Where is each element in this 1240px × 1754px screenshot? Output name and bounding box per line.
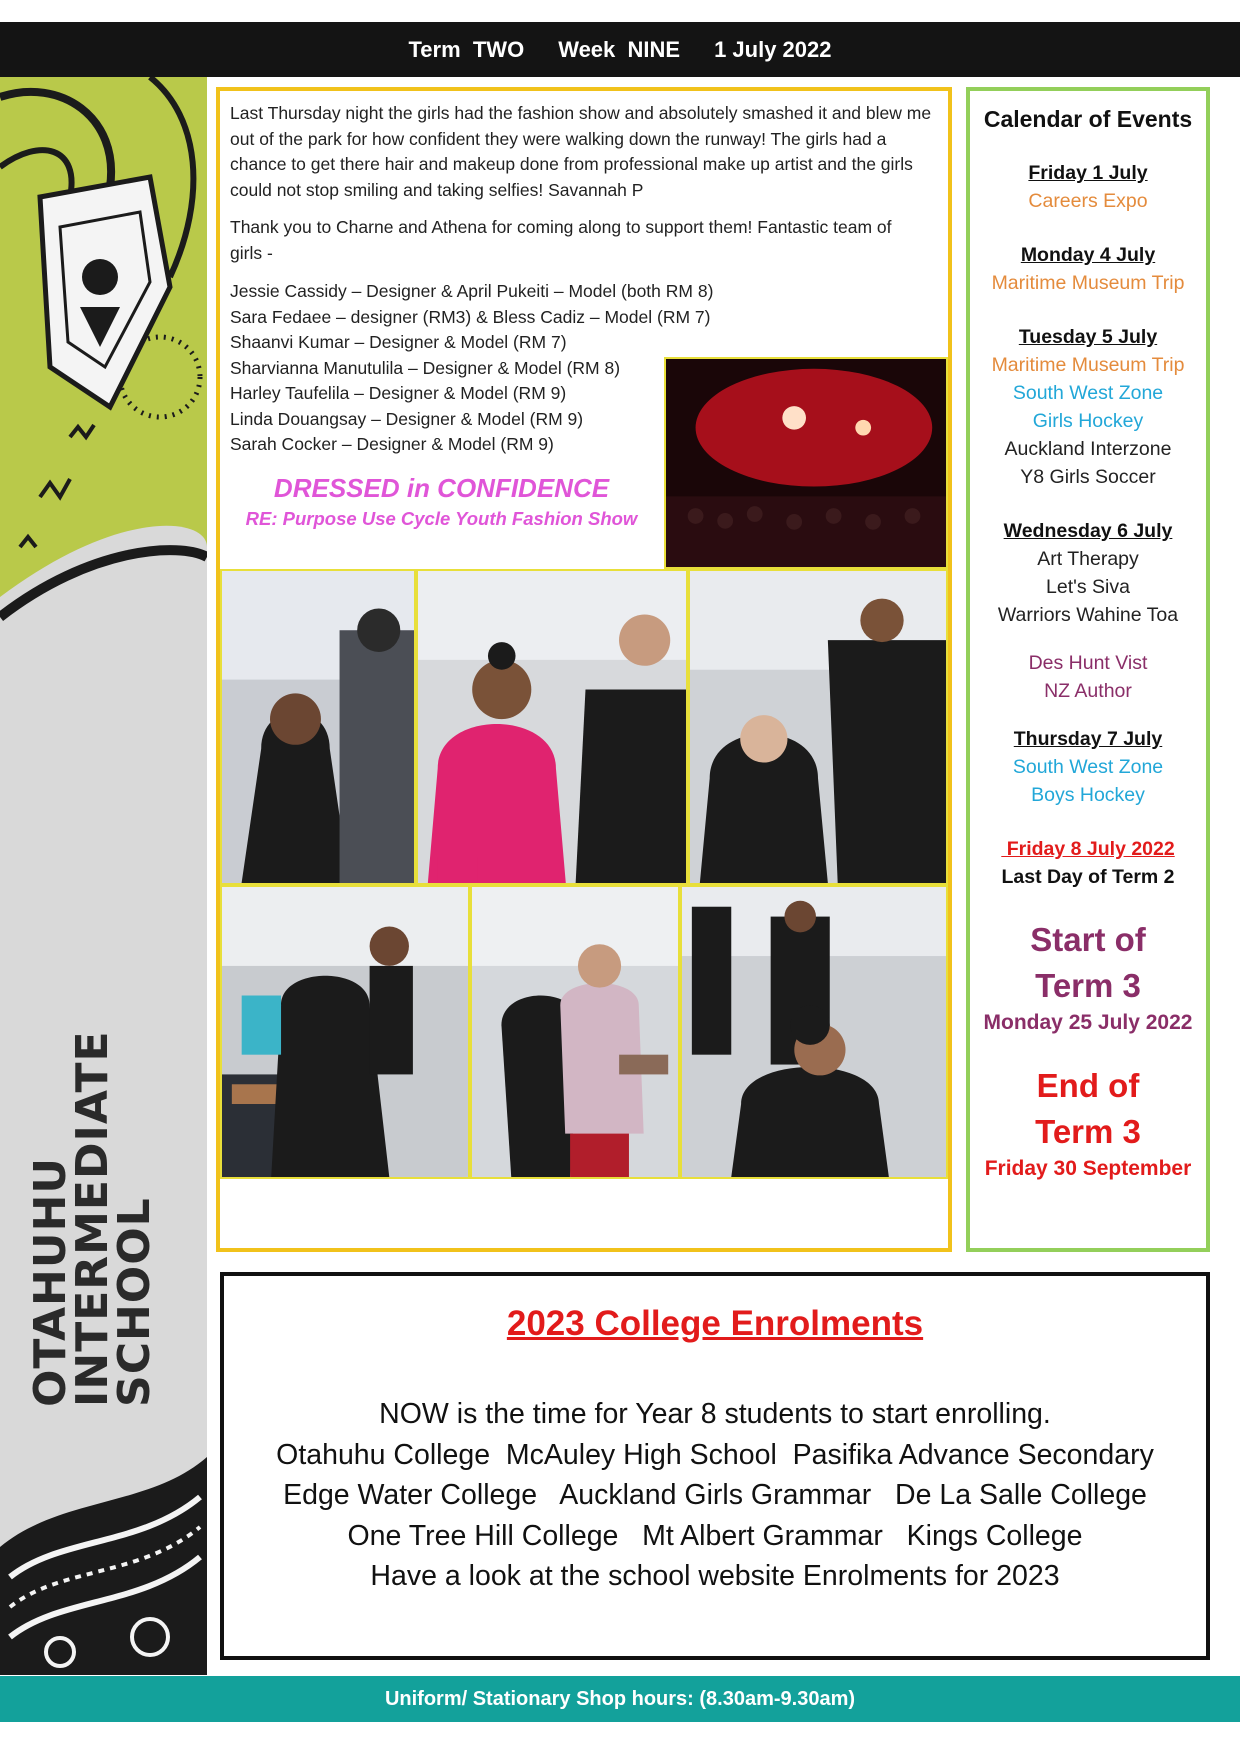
calendar-event: Y8 Girls Soccer — [1020, 466, 1156, 488]
photo-runway-stage — [664, 357, 948, 569]
college-enrolments — [220, 1272, 1210, 1660]
calendar-event: Let's Siva — [1046, 576, 1130, 598]
calendar-of-events — [966, 87, 1210, 1252]
calendar-event: Maritime Museum Trip — [991, 272, 1185, 294]
school-name-line: SCHOOL — [109, 1197, 160, 1407]
credit-item: Sarah Cocker – Designer & Model (RM 9) — [230, 434, 554, 454]
calendar-date: Monday 4 July — [1020, 244, 1156, 266]
enrolments-line: Edge Water College Auckland Girls Grammar De La Salle College — [283, 1479, 1147, 1511]
credit-item: Harley Taufelila – Designer & Model (RM 9) — [230, 383, 567, 403]
calendar-entry — [970, 835, 1206, 891]
fashion-show-article — [216, 87, 952, 1252]
enrolments-line: Otahuhu College McAuley High School Pasifika Advance Secondary — [276, 1438, 1154, 1471]
calendar-date: Tuesday 5 July — [1018, 326, 1158, 348]
calendar-entry — [970, 517, 1206, 705]
credit-item: Sara Fedaee – designer (RM3) & Bless Cadiz – Model (RM 7) — [230, 306, 711, 327]
school-name-vertical — [25, 1030, 160, 1407]
term-end-line: Term 3 — [1035, 1113, 1141, 1150]
article-body — [230, 101, 940, 278]
article-paragraph: Last Thursday night the girls had the fashion show and absolutely smashed it and blew me out of the park for how confident they were walking down the runway! The girls had a chance to get there hair and makeup done from professional make up artist and the girls could not stop smiling and taking selfies! Savannah P — [230, 103, 932, 200]
credit-item: Jessie Cassidy – Designer & April Pukeiti – Model (both RM 8) — [230, 281, 714, 301]
school-crest-icon — [40, 177, 170, 407]
calendar-entry — [970, 323, 1206, 491]
calendar-title: Calendar of Events — [983, 106, 1193, 132]
fashion-show-tagline — [220, 471, 663, 533]
calendar-date: Thursday 7 July — [1013, 728, 1163, 750]
calendar-entry — [970, 159, 1206, 215]
enrolments-body — [224, 1394, 1206, 1597]
enrolments-line: One Tree Hill College Mt Albert Grammar Kings College — [347, 1519, 1083, 1552]
photo-lip-makeup — [470, 885, 680, 1179]
credit-item: Sharvianna Manutulila – Designer & Model (RM 8) — [230, 357, 621, 378]
header-term: Term TWO — [408, 36, 525, 62]
tagline-subtitle: RE: Purpose Use Cycle Youth Fashion Show — [245, 508, 638, 529]
term-end-date: Friday 30 September — [984, 1157, 1192, 1180]
credit-item: Shaanvi Kumar – Designer & Model (RM 7) — [230, 332, 567, 352]
calendar-entry — [970, 241, 1206, 297]
term-start-line: Term 3 — [1035, 967, 1141, 1004]
calendar-date: Friday 1 July — [1028, 162, 1148, 184]
term-start-line: Start of — [1030, 921, 1146, 958]
enrolments-line: Have a look at the school website Enrolments for 2023 — [370, 1560, 1060, 1592]
credits-list — [230, 279, 713, 458]
photo-hair-black-cape — [688, 569, 948, 885]
school-sidebar — [0, 77, 207, 1675]
enrolments-line: NOW is the time for Year 8 students to start enrolling. — [379, 1398, 1051, 1430]
calendar-event: Boys Hockey — [1031, 784, 1145, 806]
article-paragraph: Thank you to Charne and Athena for coming along to support them! Fantastic team of girls - — [230, 217, 892, 263]
photo-makeup-pink-hoodie — [416, 569, 688, 885]
calendar-event: South West Zone — [1012, 756, 1164, 778]
calendar-event: Auckland Interzone — [1004, 438, 1172, 460]
calendar-event: Last Day of Term 2 — [1001, 866, 1175, 888]
header-week: Week NINE — [558, 36, 681, 62]
calendar-date: Wednesday 6 July — [1003, 520, 1173, 542]
newsletter-header — [0, 22, 1240, 77]
credit-item: Linda Douangsay – Designer & Model (RM 9) — [230, 408, 584, 429]
calendar-event: South West Zone — [1012, 382, 1164, 404]
calendar-entry — [970, 725, 1206, 809]
calendar-event: Des Hunt Vist — [1028, 652, 1148, 674]
calendar-event: Maritime Museum Trip — [991, 354, 1185, 376]
term-end-notice — [970, 1063, 1206, 1183]
calendar-date: Friday 8 July 2022 — [1001, 838, 1175, 860]
photo-makeup-station — [220, 885, 470, 1179]
term-end-line: End of — [1036, 1067, 1140, 1104]
calendar-event: Art Therapy — [1037, 548, 1139, 570]
calendar-event: Girls Hockey — [1032, 410, 1144, 432]
shop-hours-footer — [0, 1676, 1240, 1722]
school-name-line: INTERMEDIATE — [67, 1030, 118, 1407]
photo-hair-styling — [220, 569, 416, 885]
header-date: 1 July 2022 — [714, 36, 832, 62]
term-start-date: Monday 25 July 2022 — [983, 1011, 1193, 1034]
school-name-line: OTAHUHU — [25, 1156, 76, 1407]
calendar-event: Careers Expo — [1028, 190, 1148, 212]
koru-artwork — [0, 77, 207, 1675]
calendar-event: NZ Author — [1044, 680, 1132, 702]
enrolments-title: 2023 College Enrolments — [506, 1304, 924, 1343]
tagline-title: DRESSED in CONFIDENCE — [273, 473, 610, 503]
footer-text: Uniform/ Stationary Shop hours: (8.30am-9.30am) — [384, 1687, 856, 1710]
term-start-notice — [970, 917, 1206, 1037]
calendar-event: Warriors Wahine Toa — [997, 604, 1179, 626]
photo-hair-curling — [680, 885, 948, 1179]
